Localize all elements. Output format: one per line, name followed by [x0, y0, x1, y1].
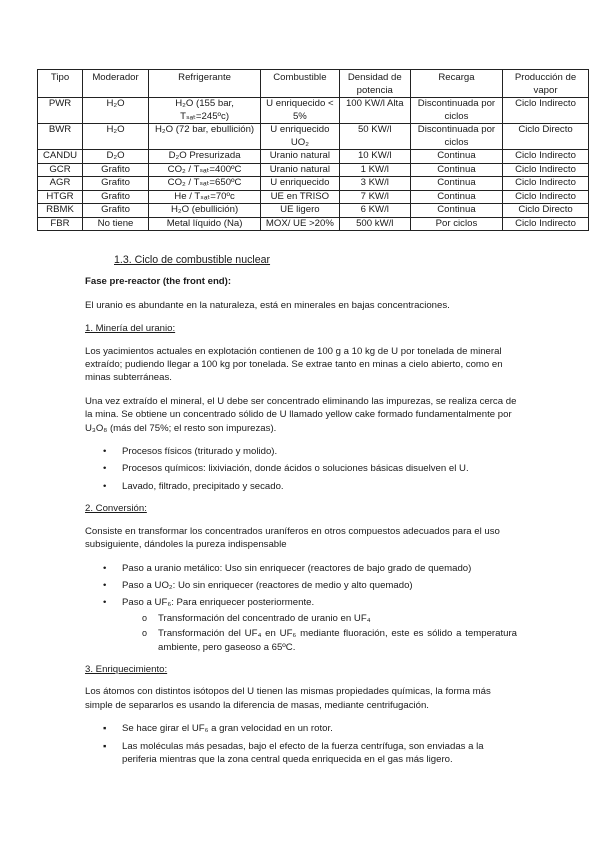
table-cell: Ciclo Directo: [503, 204, 589, 218]
table-cell: Ciclo Indirecto: [503, 163, 589, 177]
table-cell: Grafito: [83, 204, 149, 218]
table-row: [38, 217, 589, 231]
table-cell: Continua: [410, 177, 502, 191]
list-item: • Paso a UO₂: Uo sin enriquecer (reactores de medio y alto quemado): [85, 579, 517, 592]
reactor-comparison-table: [37, 69, 589, 231]
table-row: [38, 190, 589, 204]
table-cell: Ciclo Indirecto: [503, 98, 589, 124]
mining-process-list: [85, 445, 517, 493]
sub-list-item: o Transformación del UF₄ en UF₆ mediante fluoración, este es sólido a temperatura ambiente, pero gaseoso a 65ºC.: [122, 627, 517, 654]
table-cell: Continua: [410, 150, 502, 164]
phase-title: Fase pre-reactor (the front end):: [85, 276, 232, 288]
table-cell: 50 KW/l: [339, 124, 410, 150]
table-cell: GCR: [38, 163, 83, 177]
table-cell: BWR: [38, 124, 83, 150]
table-cell: Ciclo Indirecto: [503, 217, 589, 231]
list-item: ▪ Las moléculas más pesadas, bajo el efecto de la fuerza centrífuga, son enviadas a la periferia mientras que la zona central queda enriquecida en el gas más ligero.: [85, 740, 517, 767]
conversion-list: [85, 562, 517, 654]
table-cell: HTGR: [38, 190, 83, 204]
table-cell: Por ciclos: [410, 217, 502, 231]
enrichment-list: [85, 722, 517, 766]
list-item: • Lavado, filtrado, precipitado y secado.: [85, 480, 517, 493]
table-cell: Ciclo Indirecto: [503, 190, 589, 204]
table-cell: Continua: [410, 190, 502, 204]
table-cell: H₂O: [83, 124, 149, 150]
mining-paragraph-2: Una vez extraído el mineral, el U debe ser concentrado eliminando las impurezas, se realiza cerca de la mina. Se obtiene un concentrado sólido de U llamado yellow cake formado fundamentalmente por U₃O₈ (más del 75%; el resto son impurezas).: [85, 395, 517, 434]
table-cell: H₂O (155 bar, Tₛₐₜ=245ºc): [149, 98, 261, 124]
intro-paragraph: El uranio es abundante en la naturaleza, está en minerales en bajas concentraciones.: [85, 299, 450, 311]
table-row: [38, 124, 589, 150]
table-cell: 6 KW/l: [339, 204, 410, 218]
table-cell: CO₂ / Tₛₐₜ=650ºC: [149, 177, 261, 191]
table-cell: PWR: [38, 98, 83, 124]
table-cell: MOX/ UE >20%: [261, 217, 340, 231]
list-item: • Paso a uranio metálico: Uso sin enriquecer (reactores de bajo grado de quemado): [85, 562, 517, 575]
table-cell: No tiene: [83, 217, 149, 231]
table-cell: D₂O Presurizada: [149, 150, 261, 164]
header-cell: Recarga: [410, 70, 502, 98]
header-cell: Refrigerante: [149, 70, 261, 98]
conversion-paragraph: Consiste en transformar los concentrados uraníferos en otros compuestos adecuados para el uso subsiguiente, dándoles la pureza indispensable: [85, 525, 500, 551]
list-item: • Procesos físicos (triturado y molido).: [85, 445, 517, 458]
list-item: • Procesos químicos: lixiviación, donde ácidos o soluciones básicas disuelven el U.: [85, 462, 517, 475]
table-cell: Grafito: [83, 177, 149, 191]
table-cell: RBMK: [38, 204, 83, 218]
table-cell: 1 KW/l: [339, 163, 410, 177]
table-cell: Discontinuada por ciclos: [410, 98, 502, 124]
mining-paragraph-1: Los yacimientos actuales en explotación contienen de 100 g a 10 kg de U por tonelada de mineral extraído; pudiendo llegar a 100 kg por tonelada. Se extrae tanto en minas a cielo abierto, como en minas subterráneas.: [85, 345, 503, 384]
header-cell: Combustible: [261, 70, 340, 98]
table-cell: Uranio natural: [261, 163, 340, 177]
table-cell: Continua: [410, 163, 502, 177]
table-row: [38, 150, 589, 164]
table-cell: U enriquecido < 5%: [261, 98, 340, 124]
enrichment-paragraph: Los átomos con distintos isótopos del U tienen las mismas propiedades químicas, la forma más simple de separarlos es usando la diferencia de masas, mediante centrifugación.: [85, 686, 491, 711]
table-cell: UE ligero: [261, 204, 340, 218]
table-cell: D₂O: [83, 150, 149, 164]
section-title: 1.3. Ciclo de combustible nuclear: [114, 254, 271, 266]
table-cell: H₂O (ebullición): [149, 204, 261, 218]
table-cell: 500 kW/l: [339, 217, 410, 231]
table-cell: 10 KW/l: [339, 150, 410, 164]
mining-heading: 1. Minería del uranio:: [85, 323, 176, 335]
table-cell: Grafito: [83, 163, 149, 177]
table-cell: He / Tₛₐₜ=70ºc: [149, 190, 261, 204]
table-row: [38, 204, 589, 218]
table-cell: AGR: [38, 177, 83, 191]
table-cell: Grafito: [83, 190, 149, 204]
uf6-sub-list: [122, 612, 517, 654]
table-cell: CO₂ / Tₛₐₜ=400ºC: [149, 163, 261, 177]
header-cell: Moderador: [83, 70, 149, 98]
table-cell: Ciclo Indirecto: [503, 150, 589, 164]
table-row: [38, 177, 589, 191]
header-cell: Producción de vapor: [503, 70, 589, 98]
list-item: ▪ Se hace girar el UF₆ a gran velocidad en un rotor.: [85, 722, 517, 735]
table-cell: 3 KW/l: [339, 177, 410, 191]
table-cell: Ciclo Directo: [503, 124, 589, 150]
list-item: [85, 596, 517, 654]
table-cell: Uranio natural: [261, 150, 340, 164]
table-cell: UE en TRISO: [261, 190, 340, 204]
header-cell: Tipo: [38, 70, 83, 98]
table-cell: H₂O: [83, 98, 149, 124]
conversion-heading: 2. Conversión:: [85, 503, 147, 515]
table-row: [38, 98, 589, 124]
table-cell: 100 KW/l Alta: [339, 98, 410, 124]
table-cell: H₂O (72 bar, ebullición): [149, 124, 261, 150]
table-row: [38, 163, 589, 177]
table-cell: Ciclo Indirecto: [503, 177, 589, 191]
table-cell: Metal líquido (Na): [149, 217, 261, 231]
document-body: [85, 254, 517, 775]
sub-list-item: o Transformación del concentrado de uranio en UF₄: [122, 612, 517, 625]
table-cell: Discontinuada por ciclos: [410, 124, 502, 150]
table-cell: Continua: [410, 204, 502, 218]
table-cell: U enriquecido: [261, 177, 340, 191]
table-cell: CANDU: [38, 150, 83, 164]
table-header-row: [38, 70, 589, 98]
table-cell: FBR: [38, 217, 83, 231]
list-item-text: Paso a UF₆: Para enriquecer posteriormente.: [122, 597, 315, 609]
enrichment-heading: 3. Enriquecimiento:: [85, 663, 168, 675]
table-cell: 7 KW/l: [339, 190, 410, 204]
header-cell: Densidad de potencia: [339, 70, 410, 98]
table-cell: U enriquecido UO₂: [261, 124, 340, 150]
